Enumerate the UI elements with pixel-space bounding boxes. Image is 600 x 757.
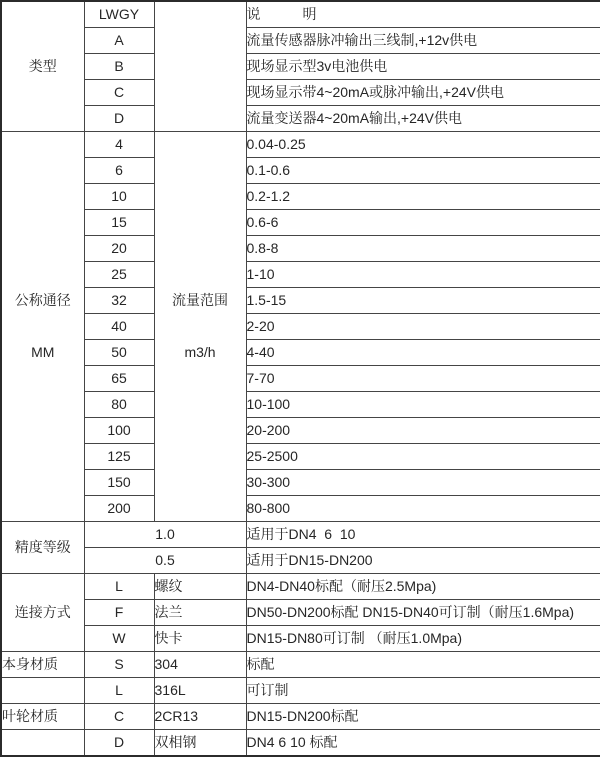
dn-value: 40 (84, 314, 154, 340)
flow-range-value: 10-100 (246, 392, 600, 418)
flow-range-value: 2-20 (246, 314, 600, 340)
flow-range-value: 4-40 (246, 340, 600, 366)
dn-value: 50 (84, 340, 154, 366)
dn-value: 32 (84, 288, 154, 314)
diameter-label-line2: MM (31, 344, 55, 360)
accuracy-desc: 适用于DN15-DN200 (246, 548, 600, 574)
type-empty-cell (154, 1, 246, 132)
table-row (1, 574, 600, 600)
dn-value: 4 (84, 132, 154, 158)
table-row (1, 470, 600, 496)
flow-range-value: 1.5-15 (246, 288, 600, 314)
table-row (1, 600, 600, 626)
dn-value: 150 (84, 470, 154, 496)
table-row (1, 626, 600, 652)
table-row (1, 184, 600, 210)
table-row (1, 678, 600, 704)
flow-range-value: 80-800 (246, 496, 600, 522)
connection-name: 快卡 (154, 626, 246, 652)
table-row (1, 418, 600, 444)
connection-section-label: 连接方式 (1, 574, 84, 652)
material-desc: 可订制 (246, 678, 600, 704)
connection-code: F (84, 600, 154, 626)
accuracy-class-value: 0.5 (84, 548, 246, 574)
table-row (1, 314, 600, 340)
flow-range-value: 7-70 (246, 366, 600, 392)
material-desc: DN4 6 10 标配 (246, 730, 600, 757)
material-label-empty (1, 678, 84, 704)
model-code-header: LWGY (84, 1, 154, 28)
dn-value: 65 (84, 366, 154, 392)
body-material-label: 本身材质 (1, 652, 84, 678)
material-desc: DN15-DN200标配 (246, 704, 600, 730)
connection-desc: DN15-DN80可订制 （耐压1.0Mpa) (246, 626, 600, 652)
type-code: C (84, 80, 154, 106)
flow-range-value: 0.04-0.25 (246, 132, 600, 158)
dn-value: 20 (84, 236, 154, 262)
table-row (1, 496, 600, 522)
material-name: 316L (154, 678, 246, 704)
impeller-material-label: 叶轮材质 (1, 704, 84, 730)
dn-value: 10 (84, 184, 154, 210)
connection-desc: DN50-DN200标配 DN15-DN40可订制（耐压1.6Mpa) (246, 600, 600, 626)
table-row (1, 262, 600, 288)
connection-desc: DN4-DN40标配（耐压2.5Mpa) (246, 574, 600, 600)
material-name: 2CR13 (154, 704, 246, 730)
material-code: C (84, 704, 154, 730)
connection-name: 螺纹 (154, 574, 246, 600)
table-row (1, 236, 600, 262)
connection-code: L (84, 574, 154, 600)
accuracy-section-label: 精度等级 (1, 522, 84, 574)
table-row (1, 366, 600, 392)
material-code: L (84, 678, 154, 704)
flow-range-value: 25-2500 (246, 444, 600, 470)
type-desc: 现场显示型3v电池供电 (246, 54, 600, 80)
flow-range-value: 1-10 (246, 262, 600, 288)
table-row (1, 54, 600, 80)
flow-range-label-line1: 流量范围 (172, 291, 228, 308)
table-row (1, 132, 600, 158)
dn-value: 6 (84, 158, 154, 184)
dn-value: 125 (84, 444, 154, 470)
material-name: 304 (154, 652, 246, 678)
dn-value: 80 (84, 392, 154, 418)
material-code: S (84, 652, 154, 678)
flow-range-value: 0.8-8 (246, 236, 600, 262)
flow-range-value: 20-200 (246, 418, 600, 444)
material-name: 双相钢 (154, 730, 246, 757)
table-row (1, 210, 600, 236)
flow-range-value: 0.2-1.2 (246, 184, 600, 210)
material-code: D (84, 730, 154, 757)
table-row (1, 548, 600, 574)
table-row (1, 158, 600, 184)
type-code: A (84, 28, 154, 54)
flow-range-value: 0.6-6 (246, 210, 600, 236)
table-row (1, 392, 600, 418)
table-row (1, 340, 600, 366)
material-desc: 标配 (246, 652, 600, 678)
flow-range-label (154, 132, 246, 522)
type-code: B (84, 54, 154, 80)
diameter-section-label (1, 132, 84, 522)
connection-code: W (84, 626, 154, 652)
table-row (1, 1, 600, 28)
type-desc: 流量变送器4~20mA输出,+24V供电 (246, 106, 600, 132)
flow-range-label-line2: m3/h (184, 344, 216, 360)
description-header: 说 明 (246, 1, 600, 28)
table-row (1, 288, 600, 314)
dn-value: 200 (84, 496, 154, 522)
type-section-label: 类型 (1, 1, 84, 132)
table-row (1, 704, 600, 730)
table-row (1, 444, 600, 470)
type-desc: 流量传感器脉冲输出三线制,+12v供电 (246, 28, 600, 54)
diameter-label-line1: 公称通径 (14, 291, 71, 308)
table-row (1, 80, 600, 106)
table-row (1, 652, 600, 678)
type-code: D (84, 106, 154, 132)
accuracy-class-value: 1.0 (84, 522, 246, 548)
table-row (1, 28, 600, 54)
connection-name: 法兰 (154, 600, 246, 626)
dn-value: 25 (84, 262, 154, 288)
flow-range-value: 0.1-0.6 (246, 158, 600, 184)
table-row (1, 522, 600, 548)
flow-range-value: 30-300 (246, 470, 600, 496)
dn-value: 15 (84, 210, 154, 236)
table-row (1, 106, 600, 132)
dn-value: 100 (84, 418, 154, 444)
accuracy-desc: 适用于DN4 6 10 (246, 522, 600, 548)
type-desc: 现场显示带4~20mA或脉冲输出,+24V供电 (246, 80, 600, 106)
